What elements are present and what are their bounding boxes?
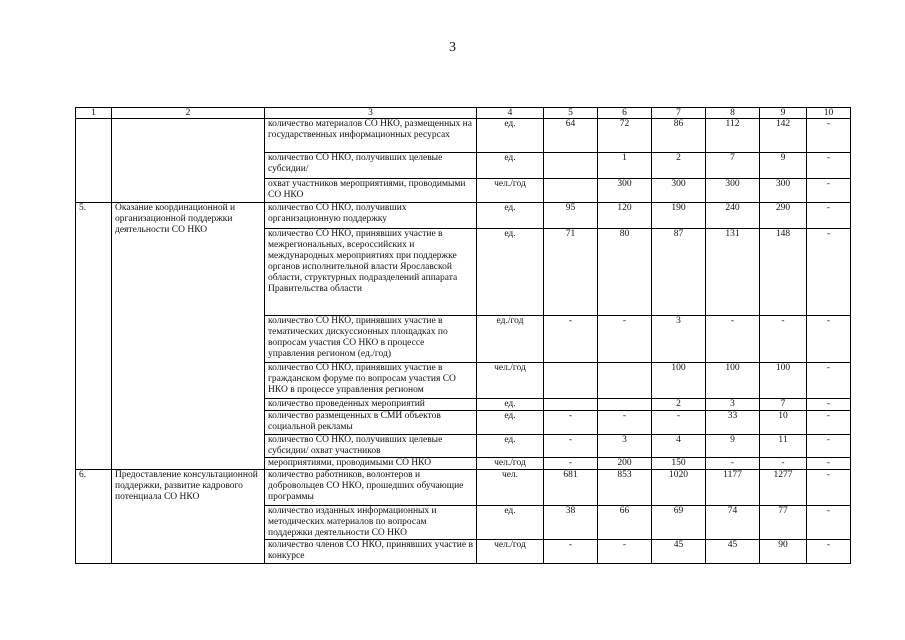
- value-cell: -: [807, 229, 851, 316]
- value-cell: -: [807, 506, 851, 540]
- value-cell: 3: [652, 316, 706, 363]
- value-cell: 3: [598, 435, 652, 458]
- unit-cell: ед.: [477, 411, 544, 435]
- value-cell: 1177: [706, 470, 760, 506]
- indicator-cell: количество размещенных в СМИ объектов социальной рекламы: [265, 411, 477, 435]
- value-cell: 120: [598, 203, 652, 229]
- value-cell: 300: [760, 179, 807, 203]
- header-cell: 10: [807, 108, 851, 119]
- indicator-cell: количество СО НКО, принявших участие в тематических дискуссионных площадках по вопросам участия СО НКО в процессе управления регионом (ед./год): [265, 316, 477, 363]
- value-cell: 190: [652, 203, 706, 229]
- indicator-cell: количество СО НКО, принявших участие в гражданском форуме по вопросам участия СО НКО в процессе управления регионом: [265, 363, 477, 399]
- unit-cell: ед./год: [477, 316, 544, 363]
- value-cell: -: [544, 458, 598, 470]
- value-cell: 150: [652, 458, 706, 470]
- value-cell: [544, 153, 598, 179]
- value-cell: -: [760, 316, 807, 363]
- indicator-cell: количество СО НКО, получивших организационную поддержку: [265, 203, 477, 229]
- value-cell: 80: [598, 229, 652, 316]
- value-cell: 148: [760, 229, 807, 316]
- value-cell: -: [544, 316, 598, 363]
- table-header-row: [76, 108, 851, 119]
- value-cell: -: [807, 458, 851, 470]
- value-cell: [598, 399, 652, 411]
- section-number-cell: 6.: [76, 470, 112, 564]
- value-cell: 7: [706, 153, 760, 179]
- value-cell: 7: [760, 399, 807, 411]
- indicator-cell: мероприятиями, проводимыми СО НКО: [265, 458, 477, 470]
- value-cell: -: [807, 316, 851, 363]
- value-cell: 64: [544, 119, 598, 153]
- header-cell: 3: [265, 108, 477, 119]
- value-cell: 853: [598, 470, 652, 506]
- header-cell: 9: [760, 108, 807, 119]
- indicator-cell: количество СО НКО, получивших целевые субсидии/: [265, 153, 477, 179]
- table-row: [76, 119, 851, 153]
- value-cell: 300: [598, 179, 652, 203]
- header-cell: 7: [652, 108, 706, 119]
- value-cell: 95: [544, 203, 598, 229]
- section-number-cell: 5.: [76, 203, 112, 470]
- section-name-cell: Оказание координационной и организационной поддержки деятельности СО НКО: [112, 203, 265, 470]
- unit-cell: чел.: [477, 470, 544, 506]
- value-cell: 290: [760, 203, 807, 229]
- value-cell: 45: [706, 540, 760, 564]
- value-cell: 240: [706, 203, 760, 229]
- unit-cell: чел./год: [477, 458, 544, 470]
- header-cell: 1: [76, 108, 112, 119]
- value-cell: -: [807, 435, 851, 458]
- indicator-cell: количество СО НКО, получивших целевые субсидии/ охват участников: [265, 435, 477, 458]
- header-cell: 4: [477, 108, 544, 119]
- value-cell: -: [807, 411, 851, 435]
- value-cell: -: [760, 458, 807, 470]
- value-cell: 300: [652, 179, 706, 203]
- unit-cell: ед.: [477, 119, 544, 153]
- value-cell: -: [807, 399, 851, 411]
- section-number-cell: [76, 119, 112, 203]
- unit-cell: чел./год: [477, 363, 544, 399]
- unit-cell: ед.: [477, 229, 544, 316]
- unit-cell: ед.: [477, 153, 544, 179]
- indicator-cell: количество СО НКО, принявших участие в межрегиональных, всероссийских и международных мероприятиях при поддержке органов исполнительной власти Ярославской области, структурных подразделений аппарата Правительства области: [265, 229, 477, 316]
- page-number: 3: [449, 40, 456, 55]
- value-cell: -: [544, 540, 598, 564]
- unit-cell: чел./год: [477, 179, 544, 203]
- value-cell: 74: [706, 506, 760, 540]
- value-cell: 300: [706, 179, 760, 203]
- section-name-cell: Предоставление консультационной поддержки, развитие кадрового потенциала СО НКО: [112, 470, 265, 564]
- value-cell: 10: [760, 411, 807, 435]
- indicator-cell: количество материалов СО НКО, размещенных на государственных информационных ресурсах: [265, 119, 477, 153]
- value-cell: 131: [706, 229, 760, 316]
- header-cell: 8: [706, 108, 760, 119]
- value-cell: -: [544, 411, 598, 435]
- value-cell: 112: [706, 119, 760, 153]
- value-cell: 100: [760, 363, 807, 399]
- indicator-cell: количество работников, волонтеров и добровольцев СО НКО, прошедших обучающие программы: [265, 470, 477, 506]
- value-cell: 11: [760, 435, 807, 458]
- value-cell: 90: [760, 540, 807, 564]
- unit-cell: чел./год: [477, 540, 544, 564]
- indicators-table: [75, 107, 851, 564]
- section-name-cell: [112, 119, 265, 203]
- value-cell: 100: [706, 363, 760, 399]
- value-cell: 681: [544, 470, 598, 506]
- unit-cell: ед.: [477, 506, 544, 540]
- value-cell: -: [706, 316, 760, 363]
- value-cell: [544, 179, 598, 203]
- value-cell: 1277: [760, 470, 807, 506]
- value-cell: 71: [544, 229, 598, 316]
- value-cell: 2: [652, 399, 706, 411]
- value-cell: -: [598, 411, 652, 435]
- value-cell: 38: [544, 506, 598, 540]
- indicator-cell: количество проведенных мероприятий: [265, 399, 477, 411]
- value-cell: 77: [760, 506, 807, 540]
- value-cell: -: [807, 363, 851, 399]
- value-cell: 9: [706, 435, 760, 458]
- value-cell: 142: [760, 119, 807, 153]
- value-cell: 200: [598, 458, 652, 470]
- value-cell: -: [807, 179, 851, 203]
- header-cell: 6: [598, 108, 652, 119]
- value-cell: -: [807, 540, 851, 564]
- value-cell: 86: [652, 119, 706, 153]
- value-cell: -: [598, 316, 652, 363]
- value-cell: -: [544, 435, 598, 458]
- indicator-cell: количество членов СО НКО, принявших участие в конкурсе: [265, 540, 477, 564]
- unit-cell: ед.: [477, 399, 544, 411]
- value-cell: 1: [598, 153, 652, 179]
- unit-cell: ед.: [477, 435, 544, 458]
- value-cell: -: [807, 203, 851, 229]
- header-cell: 5: [544, 108, 598, 119]
- value-cell: 2: [652, 153, 706, 179]
- value-cell: [598, 363, 652, 399]
- value-cell: 3: [706, 399, 760, 411]
- unit-cell: ед.: [477, 203, 544, 229]
- table-row: [76, 203, 851, 229]
- value-cell: 100: [652, 363, 706, 399]
- value-cell: 72: [598, 119, 652, 153]
- value-cell: 4: [652, 435, 706, 458]
- value-cell: -: [706, 458, 760, 470]
- value-cell: -: [807, 470, 851, 506]
- value-cell: -: [652, 411, 706, 435]
- header-cell: 2: [112, 108, 265, 119]
- indicator-cell: количество изданных информационных и методических материалов по вопросам поддержки деятельности СО НКО: [265, 506, 477, 540]
- value-cell: [544, 399, 598, 411]
- value-cell: 66: [598, 506, 652, 540]
- table-row: [76, 470, 851, 506]
- value-cell: 87: [652, 229, 706, 316]
- value-cell: 45: [652, 540, 706, 564]
- value-cell: 9: [760, 153, 807, 179]
- indicator-cell: охват участников мероприятиями, проводимыми СО НКО: [265, 179, 477, 203]
- value-cell: 69: [652, 506, 706, 540]
- value-cell: -: [807, 153, 851, 179]
- value-cell: -: [807, 119, 851, 153]
- value-cell: [544, 363, 598, 399]
- value-cell: -: [598, 540, 652, 564]
- value-cell: 1020: [652, 470, 706, 506]
- value-cell: 33: [706, 411, 760, 435]
